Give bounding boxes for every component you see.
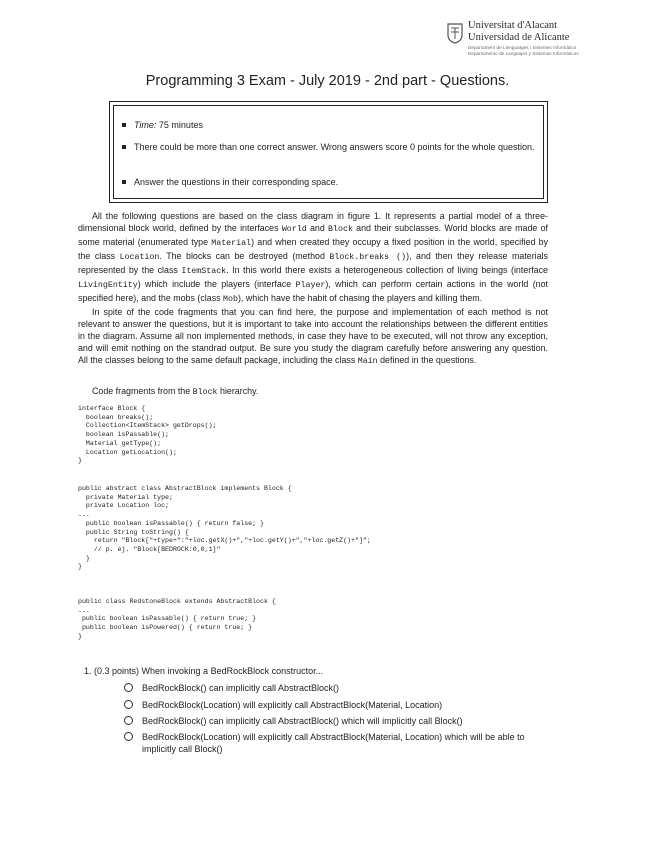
- text: ), and then they release materials represented by the class: [78, 251, 548, 275]
- code-itemstack: ItemStack: [181, 267, 227, 276]
- radio-button[interactable]: [124, 683, 133, 692]
- university-crest-icon: [446, 22, 464, 44]
- text: ) and when created they occupy a fixed position in the world, specified by the class: [78, 237, 549, 261]
- university-logo: [446, 20, 596, 60]
- text: hierarchy.: [217, 386, 259, 396]
- time-label: Time:: [134, 120, 157, 130]
- code-block-interface: interface Block { boolean breaks(); Collection<ItemStack> getDrops(); boolean isPassable(); Material getType(); Location getLocation(); }: [78, 405, 217, 465]
- code-main: Main: [357, 357, 378, 366]
- info-item-time: [134, 119, 537, 131]
- text: ), which can perform certain actions in the world (not specified here), and the mobs (class: [78, 279, 548, 303]
- info-box: [109, 101, 548, 203]
- option-label: BedRockBlock() can implicitly call AbstractBlock(): [142, 683, 340, 693]
- time-value: 75 minutes: [156, 120, 203, 130]
- logo-line-1: Universitat d'Alacant: [468, 20, 558, 31]
- radio-button[interactable]: [124, 732, 133, 741]
- option-label: BedRockBlock(Location) will explicitly call AbstractBlock(Material, Location) which will be able to implicitly call Block(): [142, 732, 525, 754]
- code-block-redstone: public class RedstoneBlock extends AbstractBlock { ... public boolean isPassable() { return true; } public boolean isPowered() { return true; } }: [78, 598, 276, 640]
- option-label: BedRockBlock() can implicitly call AbstractBlock() which will implicitly call Block(): [142, 716, 463, 726]
- question-1: 1. (0.3 points) When invoking a BedRockBlock constructor...: [84, 666, 324, 676]
- code-location: Location: [119, 253, 160, 262]
- fragments-heading: [92, 386, 258, 397]
- code-mob: Mob: [223, 295, 238, 304]
- text: and: [306, 223, 329, 233]
- code-block: Block: [192, 388, 218, 397]
- text: All the following questions are based on the class diagram in figure 1. It represents a partial model of a three-dimensional block world, defined by the interfaces: [78, 211, 548, 233]
- info-item-answer-space: Answer the questions in their corresponding space.: [134, 176, 537, 188]
- code-material: Material: [211, 239, 252, 248]
- question-1-option-4[interactable]: [124, 731, 552, 755]
- intro-paragraph-2: [78, 306, 548, 368]
- question-1-option-3[interactable]: [124, 715, 552, 727]
- option-label: BedRockBlock(Location) will explicitly call AbstractBlock(Material, Location): [142, 700, 443, 710]
- logo-line-4: Departamento de Lenguajes y Sistemas Informáticos: [468, 51, 579, 56]
- code-player: Player: [295, 281, 326, 290]
- intro-paragraph-1: [78, 210, 548, 306]
- text: . In this world there exists a heterogeneous collection of living beings (interface: [226, 265, 548, 275]
- code-block-breaks: Block.breaks (): [329, 253, 407, 262]
- text: . The blocks can be destroyed (method: [159, 251, 330, 261]
- text: defined in the questions.: [377, 355, 477, 365]
- radio-button[interactable]: [124, 700, 133, 709]
- radio-button[interactable]: [124, 716, 133, 725]
- logo-line-3: Departament de Llenguatges i Sistemes Informàtics: [468, 45, 577, 50]
- text: In spite of the code fragments that you can find here, the purpose and implementation of each method is not relevant to answer the questions, but it is important to take into account the relationships between the different entities in the diagram. Assume all non implemented methods, in case they have to be executed, will not throw any exception, and will emit nothing on the standrad output. Be sure you study the diagram carefully before answering any question. All the classes belong to the same default package, including the class: [78, 307, 548, 365]
- question-1-option-2[interactable]: [124, 699, 552, 711]
- text: ) which include the players (interface: [137, 279, 296, 289]
- code-block-abstract: public abstract class AbstractBlock implements Block { private Material type; private Location loc; ... public boolean isPassable() { return false; } public String toString() { return "Block["+type+":"+loc.getX()+","+loc.getY()+","+loc.getZ()+"]"; // p. ej. "Block[BEDROCK:0,0,1]" } }: [78, 485, 371, 571]
- code-livingentity: LivingEntity: [78, 281, 138, 290]
- text: and their subclasses. World blocks are made of some material (enumerated type: [78, 223, 548, 247]
- info-box-inner: [113, 105, 544, 199]
- question-1-option-1[interactable]: [124, 682, 552, 694]
- logo-line-2: Universidad de Alicante: [468, 32, 570, 43]
- code-world: World: [281, 225, 307, 234]
- text: Code fragments from the: [92, 386, 193, 396]
- code-block: Block: [328, 225, 353, 234]
- info-item-scoring: There could be more than one correct answer. Wrong answers score 0 points for the whole question.: [134, 141, 537, 153]
- page-title: Programming 3 Exam - July 2019 - 2nd part - Questions.: [145, 73, 510, 89]
- text: ), which have the habit of chasing the players and killing them.: [237, 293, 483, 303]
